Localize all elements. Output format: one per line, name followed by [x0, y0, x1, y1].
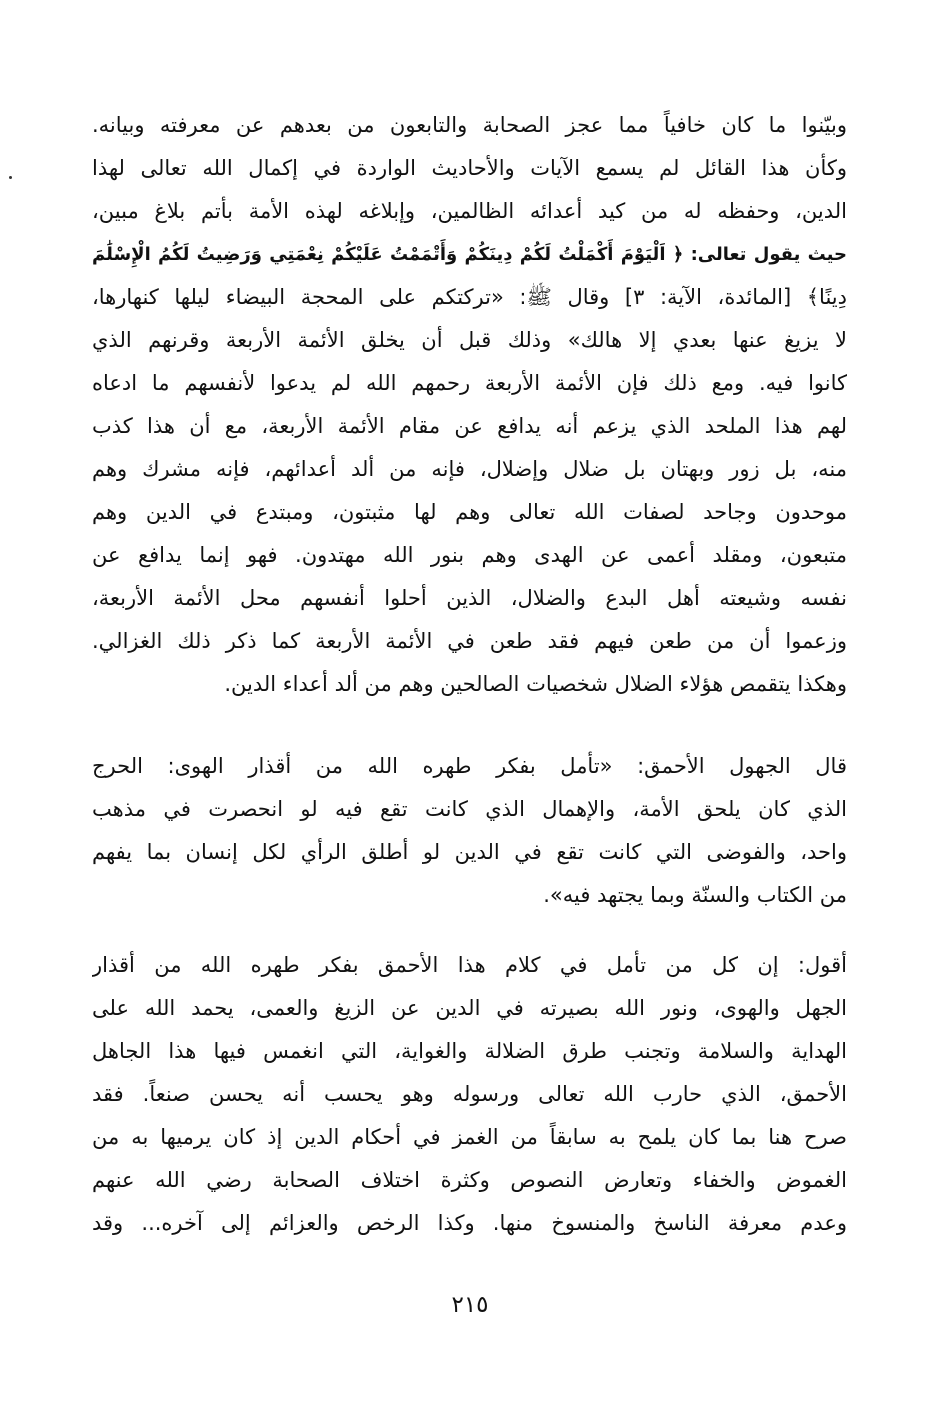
text-line: موحدون وجاحد لصفات الله تعالى وهم لها مثبتون، ومبتدع في الدين وهم	[92, 500, 847, 524]
text-line: من الكتاب والسنّة وبما يجتهد فيه».	[543, 883, 847, 907]
margin-speck	[9, 176, 12, 179]
paragraph-2	[92, 745, 847, 917]
text-line: الدين، وحفظه له من كيد أعدائه الظالمين، وإبلاغه لهذه الأمة بأتم بلاغ مبين،	[92, 199, 847, 223]
text-line: وزعموا أن من طعن فيهم فقد طعن في الأئمة الأربعة كما ذكر ذلك الغزالي.	[92, 629, 847, 653]
quran-verse-line: حيث يقول تعالى: ﴿ اَلْيَوْمَ أَكْمَلْتُ لَكُمْ دِينَكُمْ وَأَتْمَمْتُ عَلَيْكُمْ نِعْمَتِي وَرَضِيتُ لَكُمُ الْإِسْلَٰمَ	[92, 244, 847, 265]
text-line: الهداية والسلامة وتجنب طرق الضلالة والغواية، التي انغمس فيها هذا الجاهل	[92, 1039, 847, 1063]
text-line: لا يزيغ عنها بعدي إلا هالك» وذلك قبل أن يخلق الأئمة الأربعة وقرنهم الذي	[92, 328, 847, 352]
text-line: منه، بل زور وبهتان بل ضلال وإضلال، فإنه من ألد أعدائهم، فإنه مشرك وهم	[92, 457, 847, 481]
text-line: وعدم معرفة الناسخ والمنسوخ منها. وكذا الرخص والعزائم إلى آخره... وقد	[92, 1211, 847, 1235]
page-number: ٢١٥	[451, 1292, 489, 1318]
text-line: وبيّنوا ما كان خافياً مما عجز الصحابة والتابعون من بعدهم عن معرفته وبيانه.	[92, 113, 847, 137]
text-line: لهم هذا الملحد الذي يزعم أنه يدافع عن مقام الأئمة الأربعة، مع أن هذا كذب	[92, 414, 847, 438]
text-line: متبعون، ومقلد أعمى عن الهدى وهم بنور الله مهتدون. فهو إنما يدافع عن	[92, 543, 847, 567]
text-line: صرح هنا بما كان يلمح به سابقاً من الغمز في أحكام الدين إذ كان يرميها به من	[92, 1125, 847, 1149]
text-line: وكأن هذا القائل لم يسمع الآيات والأحاديث الواردة في إكمال الله تعالى لهذا	[92, 156, 847, 180]
text-line: وهكذا يتقمص هؤلاء الضلال شخصيات الصالحين وهم من ألد أعداء الدين.	[224, 672, 847, 696]
text-line: الأحمق، الذي حارب الله تعالى ورسوله وهو يحسب أنه يحسن صنعاً. فقد	[92, 1082, 847, 1106]
text-line: كانوا فيه. ومع ذلك فإن الأئمة الأربعة رحمهم الله لم يدعوا لأنفسهم ما ادعاه	[92, 371, 847, 395]
text-line: واحد، والفوضى التي كانت تقع في الدين لو أطلق الرأي لكل إنسان بما يفهم	[92, 840, 847, 864]
text-line: الغموض والخفاء وتعارض النصوص وكثرة اختلاف الصحابة رضي الله عنهم	[92, 1168, 847, 1192]
text-line: قال الجهول الأحمق: «تأمل بفكر طهره الله من أقذار الهوى: الحرج	[92, 754, 847, 778]
text-line: دِينًا﴾ [المائدة، الآية: ٣] وقال ﷺ: «تركتكم على المحجة البيضاء ليلها كنهارها،	[92, 285, 847, 309]
text-line: الجهل والهوى، ونور الله بصيرته في الدين عن الزيغ والعمى، يحمد الله على	[92, 996, 847, 1020]
text-line: أقول: إن كل من تأمل في كلام هذا الأحمق بفكر طهره الله من أقذار	[92, 953, 847, 977]
text-line: نفسه وشيعته أهل البدع والضلال، الذين أحلوا أنفسهم محل الأئمة الأربعة،	[92, 586, 847, 610]
paragraph-3	[92, 944, 847, 1245]
text-line: الذي كان يلحق الأمة، والإهمال الذي كانت تقع فيه لو انحصرت في مذهب	[92, 797, 847, 821]
paragraph-1	[92, 104, 847, 706]
